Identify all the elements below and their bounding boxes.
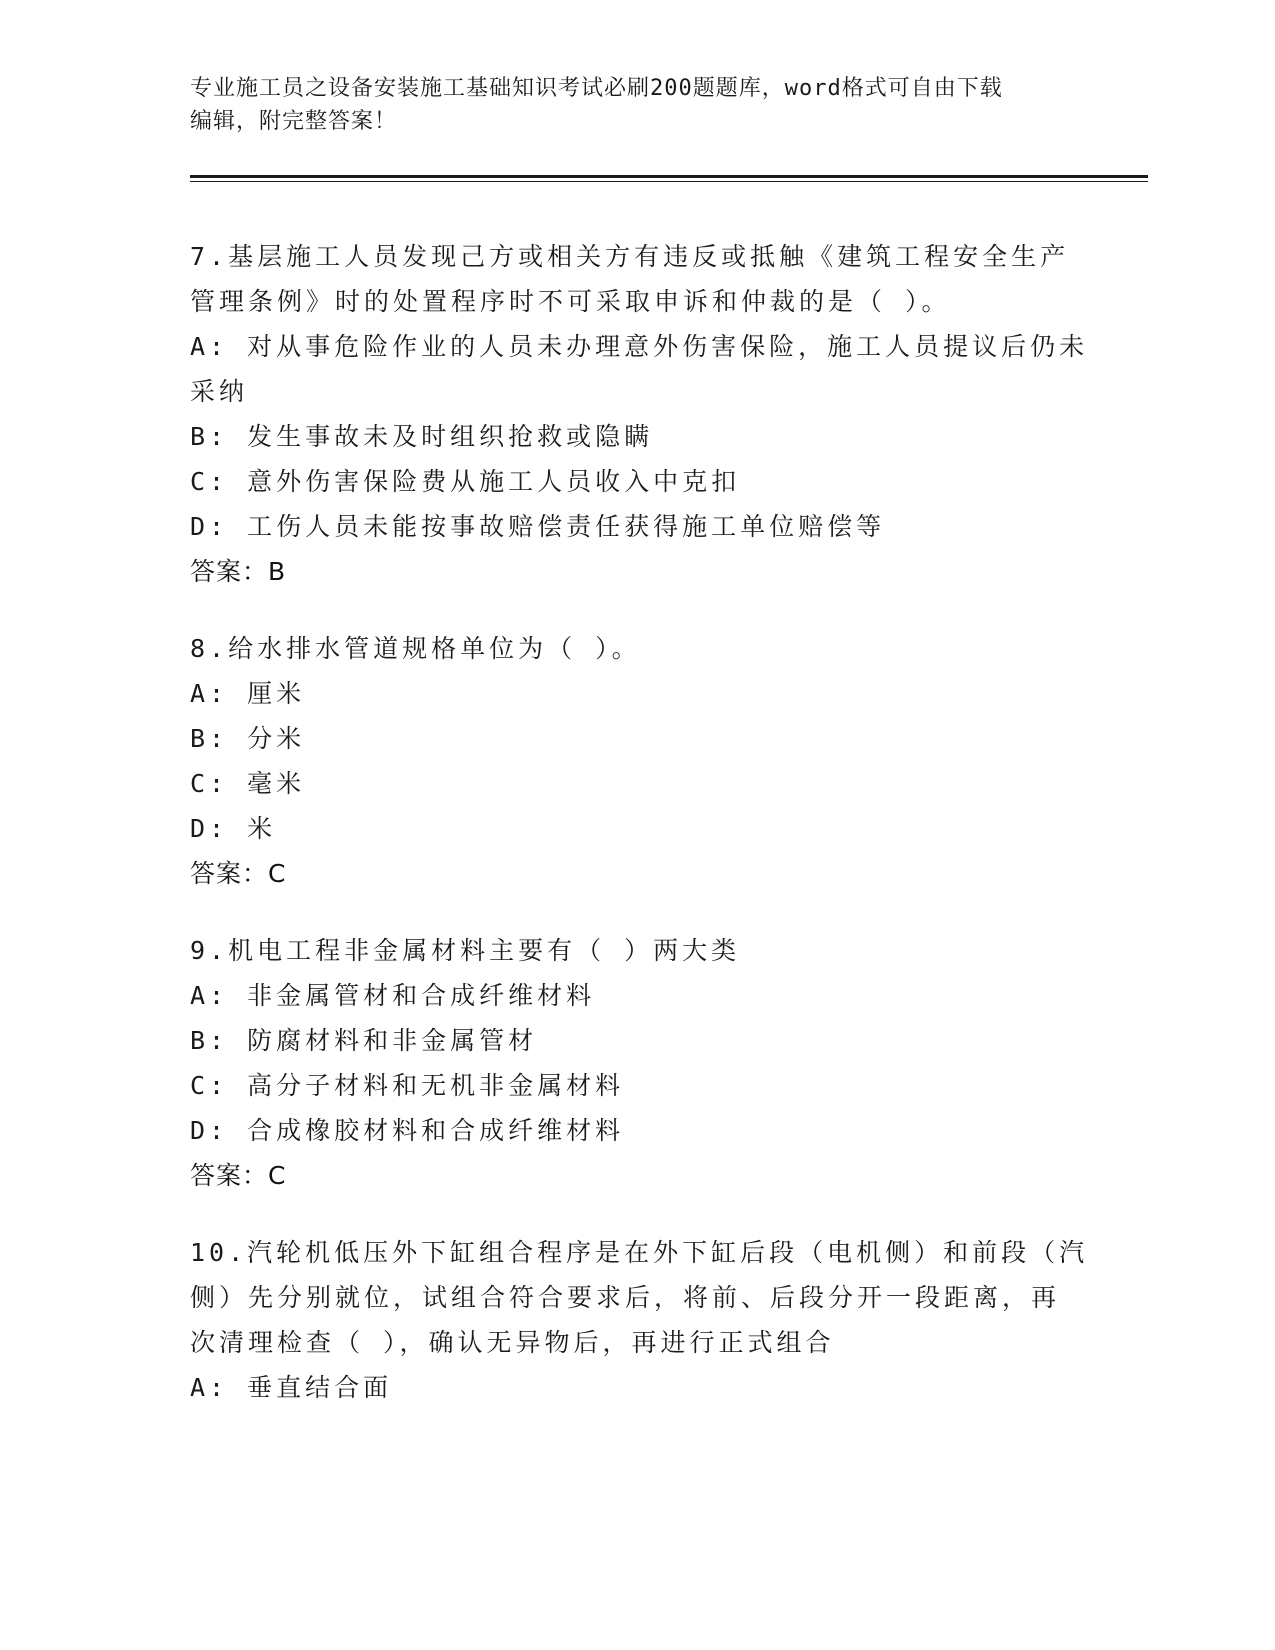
question-stem-line: 次清理检查（ ），确认无异物后，再进行正式组合: [190, 1328, 835, 1357]
question-stem-line: 10.汽轮机低压外下缸组合程序是在外下缸后段（电机侧）和前段（汽: [190, 1238, 1089, 1267]
option-c: C: 高分子材料和无机非金属材料: [190, 1071, 625, 1100]
option-d: D: 合成橡胶材料和合成纤维材料: [190, 1116, 625, 1145]
option-a: A: 厘米: [190, 679, 306, 708]
question-9: [190, 928, 1095, 1198]
option-a: A: 对从事危险作业的人员未办理意外伤害保险，施工人员提议后仍未: [190, 332, 1089, 361]
option-a: A: 垂直结合面: [190, 1373, 393, 1402]
question-stem-line: 侧）先分别就位，试组合符合要求后，将前、后段分开一段距离，再: [190, 1283, 1061, 1312]
question-stem-line: 8.给水排水管道规格单位为（ ）。: [190, 634, 641, 663]
option-b: B: 防腐材料和非金属管材: [190, 1026, 538, 1055]
question-stem-line: 7.基层施工人员发现己方或相关方有违反或抵触《建筑工程安全生产: [190, 242, 1070, 271]
header-divider-thick: [190, 175, 1148, 178]
question-10: [190, 1230, 1095, 1410]
option-a-continued: 采纳: [190, 377, 249, 406]
option-c: C: 意外伤害保险费从施工人员收入中克扣: [190, 467, 741, 496]
header-divider-thin: [190, 181, 1148, 182]
question-list: [190, 234, 1095, 1442]
question-stem-line: 管理条例》时的处置程序时不可采取申诉和仲裁的是（ ）。: [190, 287, 951, 316]
option-b: B: 发生事故未及时组织抢救或隐瞒: [190, 422, 654, 451]
question-7: [190, 234, 1095, 594]
answer-line: 答案：C: [190, 859, 287, 888]
option-d: D: 工伤人员未能按事故赔偿责任获得施工单位赔偿等: [190, 512, 886, 541]
document-header: [190, 72, 1090, 138]
option-c: C: 毫米: [190, 769, 306, 798]
option-b: B: 分米: [190, 724, 306, 753]
header-line-2: 编辑，附完整答案！: [190, 109, 398, 134]
option-a: A: 非金属管材和合成纤维材料: [190, 981, 596, 1010]
header-line-1: 专业施工员之设备安装施工基础知识考试必刷200题题库，word格式可自由下载: [190, 76, 1003, 101]
answer-line: 答案：B: [190, 557, 287, 586]
question-stem-line: 9.机电工程非金属材料主要有（ ）两大类: [190, 936, 741, 965]
question-8: [190, 626, 1095, 896]
answer-line: 答案：C: [190, 1161, 287, 1190]
option-d: D: 米: [190, 814, 277, 843]
